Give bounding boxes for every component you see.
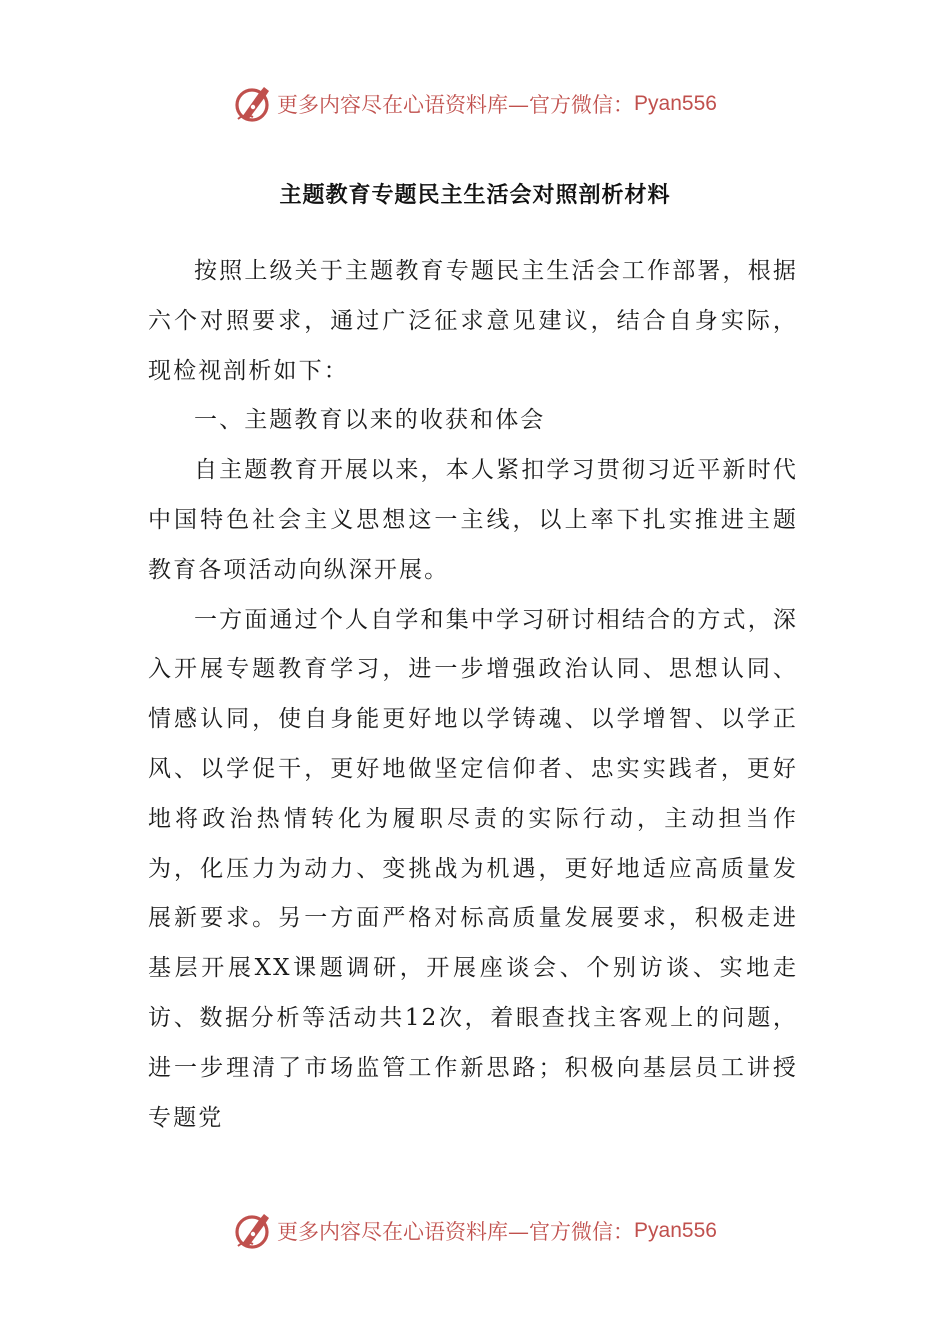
paragraph-summary: 自主题教育开展以来，本人紧扣学习贯彻习近平新时代中国特色社会主义思想这一主线，以上率下扎实推进主题教育各项活动向纵深开展。 <box>148 457 798 583</box>
pen-nib-circle-icon <box>233 1211 273 1251</box>
banner-wechat-id: Pyan556 <box>634 92 717 115</box>
banner-slogan: 更多内容尽在心语资料库—官方微信： <box>277 1220 635 1244</box>
section-heading: 一、主题教育以来的收获和体会 <box>194 407 546 434</box>
document-body <box>148 247 798 1143</box>
pen-nib-circle-icon <box>233 84 273 124</box>
banner-wechat-id: Pyan556 <box>634 1219 717 1242</box>
paragraph-intro: 按照上级关于主题教育专题民主生活会工作部署，根据六个对照要求，通过广泛征求意见建议，结合自身实际，现检视剖析如下： <box>148 258 798 384</box>
paragraph-detail: 一方面通过个人自学和集中学习研讨相结合的方式，深入开展专题教育学习，进一步增强政治认同、思想认同、情感认同，使自身能更好地以学铸魂、以学增智、以学正风、以学促干，更好地做坚定信仰者、忠实实践者，更好地将政治热情转化为履职尽责的实际行动，主动担当作为，化压力为动力、变挑战为机遇，更好地适应高质量发展新要求。另一方面严格对标高质量发展要求，积极走进基层开展XX课题调研，开展座谈会、个别访谈、实地走访、数据分析等活动共12次，着眼查找主客观上的问题，进一步理清了市场监管工作新思路；积极向基层员工讲授专题党 <box>148 606 798 1131</box>
banner-slogan: 更多内容尽在心语资料库—官方微信： <box>277 93 635 117</box>
header-banner <box>0 80 950 128</box>
footer-banner <box>0 1207 950 1255</box>
document-title: 主题教育专题民主生活会对照剖析材料 <box>279 183 671 208</box>
